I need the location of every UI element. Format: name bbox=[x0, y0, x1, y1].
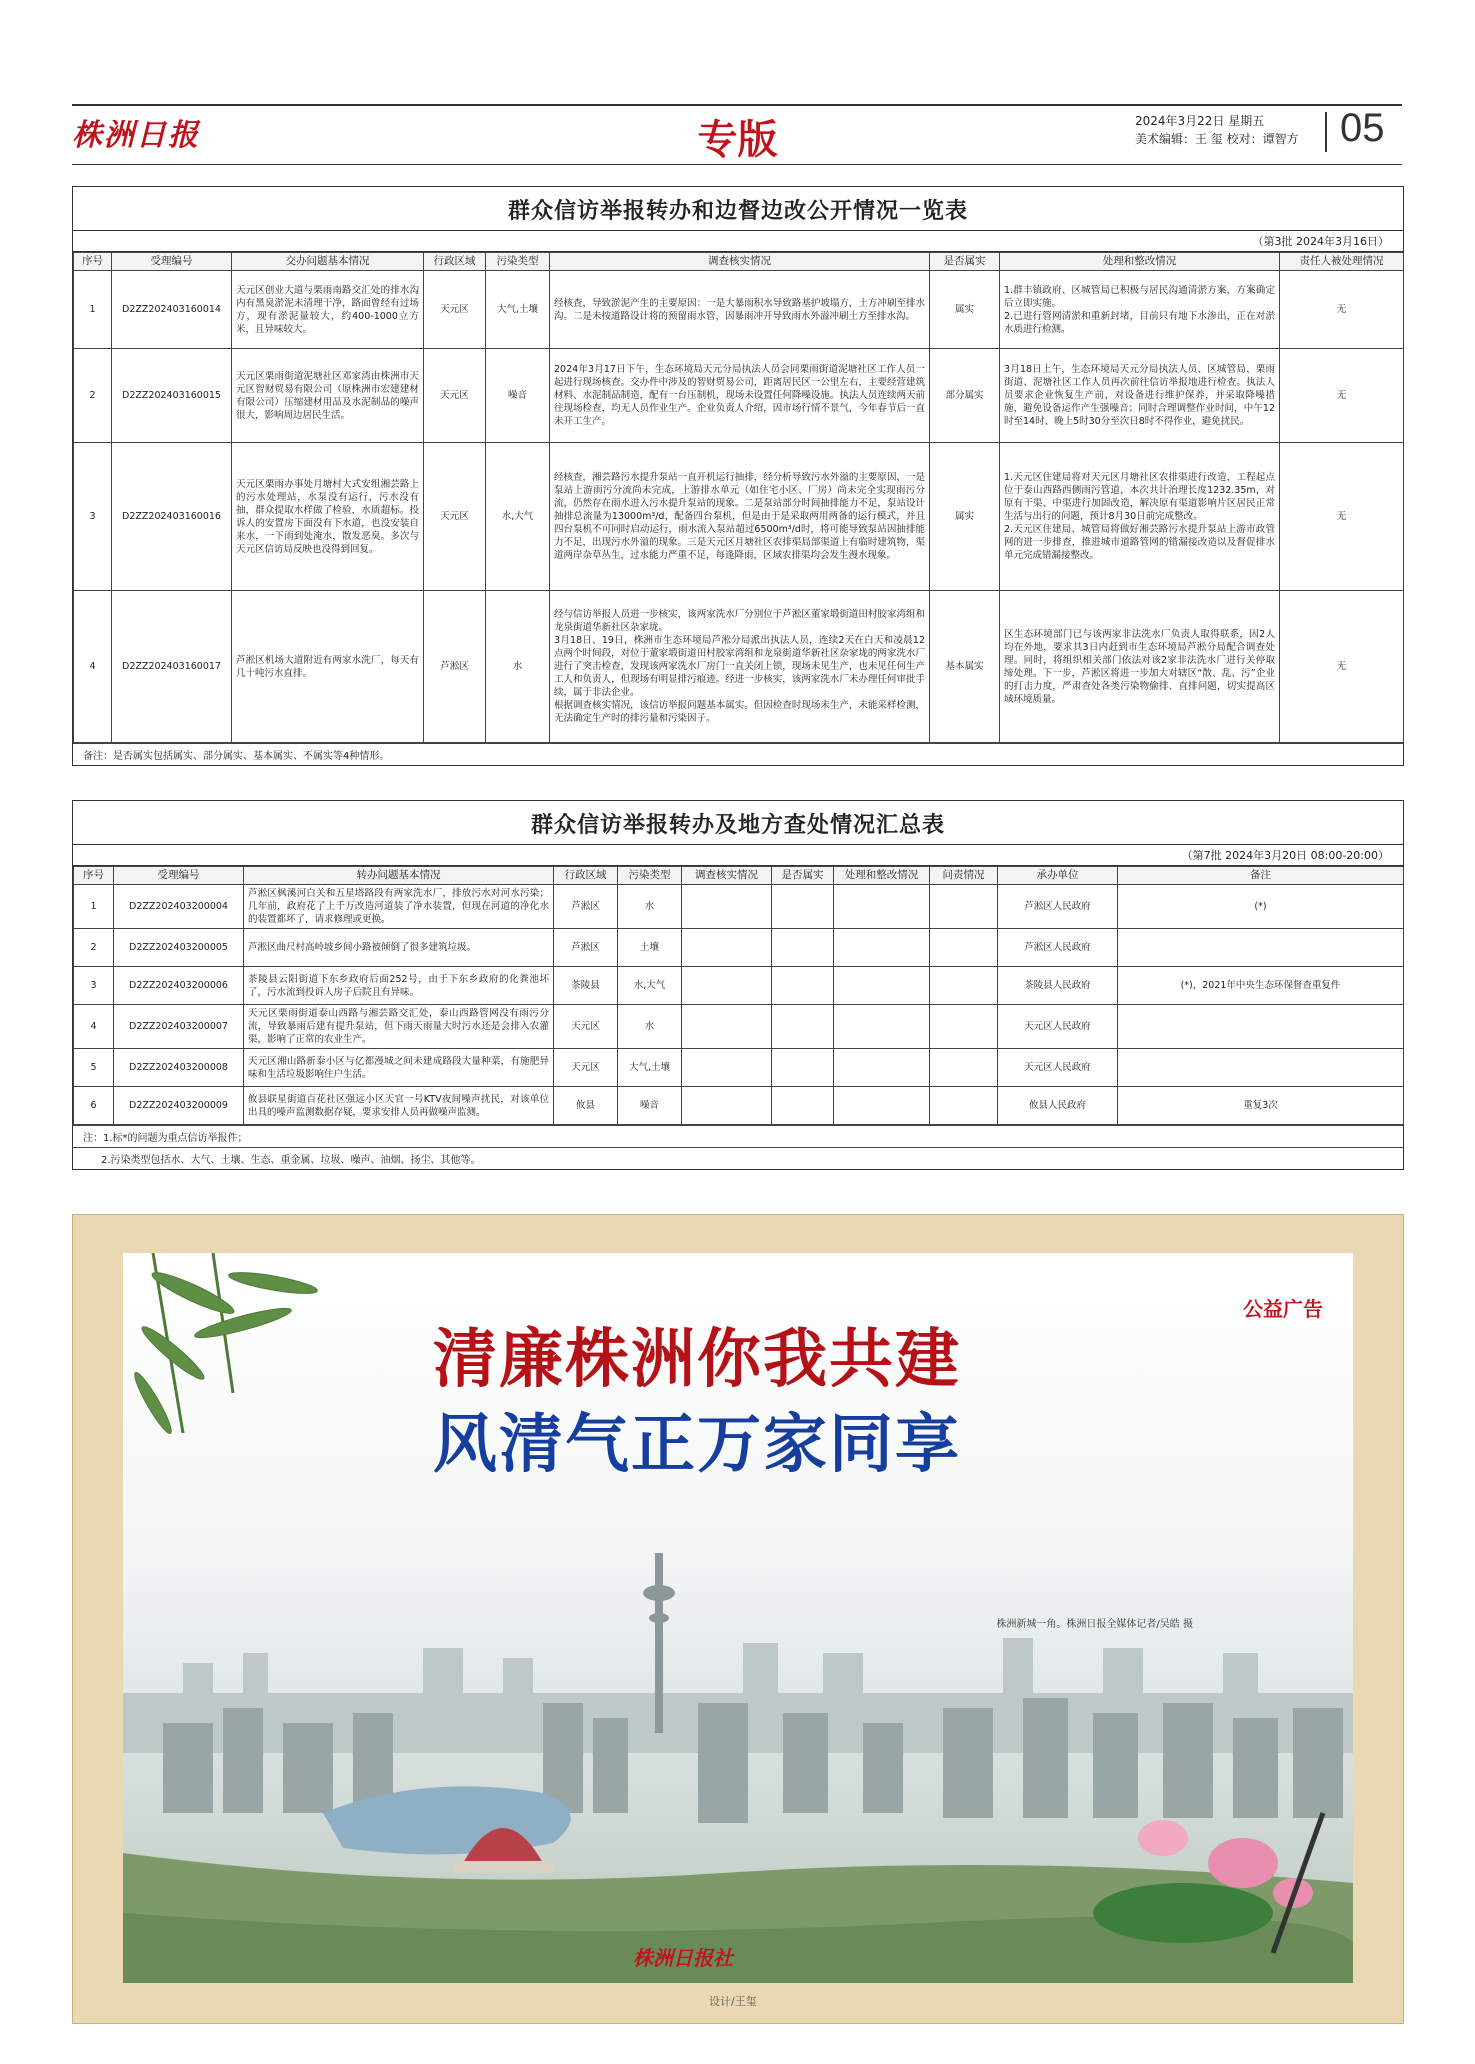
row-number: 4 bbox=[74, 1005, 114, 1049]
header-bottom-rule bbox=[72, 164, 1402, 165]
table1-column-header: 处理和整改情况 bbox=[1000, 253, 1280, 271]
issue-description: 芦淞区曲尺村高岭坡乡间小路被倾倒了很多建筑垃圾。 bbox=[244, 929, 554, 967]
public-service-ad bbox=[72, 1214, 1404, 2024]
accountability bbox=[930, 1049, 998, 1087]
remark: (*)，2021年中央生态环保督查重复件 bbox=[1118, 967, 1404, 1005]
accountability bbox=[930, 929, 998, 967]
row-number: 2 bbox=[74, 929, 114, 967]
row-number: 6 bbox=[74, 1087, 114, 1125]
table1-grid bbox=[73, 252, 1404, 743]
row-number: 2 bbox=[74, 349, 112, 443]
table-row bbox=[74, 967, 1404, 1005]
table-row bbox=[74, 1087, 1404, 1125]
verified-status bbox=[772, 1049, 834, 1087]
survey-result: 2024年3月17日下午，生态环境局天元分局执法人员会同栗雨街道泥塘社区工作人员一起进行现场核查。交办件中涉及的智财贸易公司，距离居民区一公里左右，主要经营建筑材料、水泥制品制造，配有一台压制机，现场未设置任何降噪设施。执法人员连续两天前往现场检查，均无人员作业生产。企业负责人介绍，因市场行情不景气，今年春节后一直未开工生产。 bbox=[550, 349, 930, 443]
ad-slogan-line1: 清廉株洲你我共建 bbox=[433, 1323, 961, 1397]
table2 bbox=[72, 800, 1404, 1170]
survey-result bbox=[682, 885, 772, 929]
table1-column-header: 交办问题基本情况 bbox=[232, 253, 424, 271]
verified-status bbox=[772, 929, 834, 967]
case-id: D2ZZ202403200008 bbox=[114, 1049, 244, 1087]
verified-status: 基本属实 bbox=[930, 591, 1000, 743]
accountability bbox=[930, 1005, 998, 1049]
table-row bbox=[74, 1049, 1404, 1087]
table2-column-header: 污染类型 bbox=[618, 867, 682, 885]
handling-result bbox=[834, 885, 930, 929]
pollution-type: 噪音 bbox=[486, 349, 550, 443]
table2-note2: 2.污染类型包括水、大气、土壤、生态、重金属、垃圾、噪声、油烟、扬尘、其他等。 bbox=[73, 1147, 1403, 1169]
handling-unit: 天元区人民政府 bbox=[998, 1049, 1118, 1087]
region: 天元区 bbox=[554, 1049, 618, 1087]
verified-status bbox=[772, 967, 834, 1005]
row-number: 1 bbox=[74, 885, 114, 929]
header-info bbox=[1135, 112, 1299, 148]
table2-grid bbox=[73, 866, 1404, 1125]
pollution-type: 大气,土壤 bbox=[618, 1049, 682, 1087]
verified-status bbox=[772, 1087, 834, 1125]
date-line: 2024年3月22日 星期五 bbox=[1135, 114, 1265, 128]
pollution-type: 水,大气 bbox=[618, 967, 682, 1005]
accountability bbox=[930, 967, 998, 1005]
accountability bbox=[930, 885, 998, 929]
table1-header-row bbox=[74, 253, 1404, 271]
table-row bbox=[74, 271, 1404, 349]
table2-column-header: 行政区域 bbox=[554, 867, 618, 885]
table2-column-header: 备注 bbox=[1118, 867, 1404, 885]
case-id: D2ZZ202403200004 bbox=[114, 885, 244, 929]
verified-status bbox=[772, 1005, 834, 1049]
verified-status: 部分属实 bbox=[930, 349, 1000, 443]
case-id: D2ZZ202403160017 bbox=[112, 591, 232, 743]
survey-result bbox=[682, 1005, 772, 1049]
handling-result: 3月18日上午，生态环境局天元分局执法人员、区城管局、栗雨街道、泥塘社区工作人员再次前往信访举报地进行检查。执法人员要求企业恢复生产前，对设备进行维护保养，并采取降噪措施，避免设备运作产生强噪音；同时合理调整作业时间，中午12时至14时、晚上5时30分至次日8时不得作业，避免扰民。 bbox=[1000, 349, 1280, 443]
survey-result: 经核查，湘芸路污水提升泵站一直开机运行抽排，经分析导致污水外溢的主要原因，一是泵站上游雨污分流尚未完成，上游排水单元（如住宅小区、厂房）尚未完全实现雨污分流，仍然存在雨水进入污水提升泵站的现象。二是泵站部分时间抽排能力不足，泵站设计抽排总流量为13000m³/d，配备四台泵机，但是由于是采取两用两备的运行模式，并且四台泵机不可同时启动运行，雨水流入泵站超过6500m³/d时，将可能导致泵站因抽排能力不足，出现污水外溢的现象。三是天元区月塘社区农排渠局部渠道上有临时建筑物，渠道两岸杂草丛生，过水能力严重不足，每逢降雨，区域农排渠均会发生漫水现象。 bbox=[550, 443, 930, 591]
accountability: 无 bbox=[1280, 591, 1404, 743]
region: 芦淞区 bbox=[554, 929, 618, 967]
ad-slogan-line2: 风清气正万家同享 bbox=[433, 1408, 961, 1482]
table2-title: 群众信访举报转办及地方查处情况汇总表 bbox=[73, 801, 1403, 845]
handling-result: 1.群丰镇政府、区城管局已积极与居民沟通清淤方案，方案确定后立即实施。 2.已进行管网清淤和重新封堵，目前只有地下水渗出，正在对淤水质进行检测。 bbox=[1000, 271, 1280, 349]
handling-unit: 芦淞区人民政府 bbox=[998, 929, 1118, 967]
case-id: D2ZZ202403200005 bbox=[114, 929, 244, 967]
region: 天元区 bbox=[554, 1005, 618, 1049]
table2-note1: 注：1.标*的问题为重点信访举报件； bbox=[73, 1125, 1403, 1147]
pollution-type: 土壤 bbox=[618, 929, 682, 967]
case-id: D2ZZ202403160016 bbox=[112, 443, 232, 591]
table-row bbox=[74, 1005, 1404, 1049]
survey-result: 经核查，导致淤泥产生的主要原因：一是大暴雨积水导致路基护坡塌方，土方冲刷至排水沟。二是未按道路设计将的预留雨水管，因暴雨冲开导致雨水外溢冲刷土方至排水沟。 bbox=[550, 271, 930, 349]
ad-panel bbox=[123, 1253, 1353, 1983]
verified-status bbox=[772, 885, 834, 929]
region: 芦淞区 bbox=[554, 885, 618, 929]
masthead-logo: 株洲日报 bbox=[72, 118, 200, 153]
pollution-type: 大气,土壤 bbox=[486, 271, 550, 349]
table2-column-header: 受理编号 bbox=[114, 867, 244, 885]
issue-description: 攸县联星街道百花社区强远小区天官一号KTV夜间噪声扰民，对该单位出具的噪声监测数据存疑，要求安排人员再做噪声监测。 bbox=[244, 1087, 554, 1125]
accountability bbox=[930, 1087, 998, 1125]
handling-result bbox=[834, 1005, 930, 1049]
table-row bbox=[74, 929, 1404, 967]
table2-column-header: 是否属实 bbox=[772, 867, 834, 885]
survey-result bbox=[682, 929, 772, 967]
ad-designer-credit: 设计/王玺 bbox=[709, 1995, 757, 2008]
handling-unit: 茶陵县人民政府 bbox=[998, 967, 1118, 1005]
handling-unit: 芦淞区人民政府 bbox=[998, 885, 1118, 929]
verified-status: 属实 bbox=[930, 271, 1000, 349]
case-id: D2ZZ202403200006 bbox=[114, 967, 244, 1005]
table1-column-header: 受理编号 bbox=[112, 253, 232, 271]
table1-column-header: 责任人被处理情况 bbox=[1280, 253, 1404, 271]
ad-publisher-logo: 株洲日报社 bbox=[633, 1946, 733, 1970]
handling-result bbox=[834, 967, 930, 1005]
remark bbox=[1118, 929, 1404, 967]
issue-description: 芦淞区机场大道附近有两家水洗厂，每天有几十吨污水直排。 bbox=[232, 591, 424, 743]
region: 芦淞区 bbox=[424, 591, 486, 743]
case-id: D2ZZ202403200007 bbox=[114, 1005, 244, 1049]
accountability: 无 bbox=[1280, 349, 1404, 443]
region: 茶陵县 bbox=[554, 967, 618, 1005]
header-top-rule bbox=[72, 104, 1402, 106]
survey-result bbox=[682, 1049, 772, 1087]
case-id: D2ZZ202403160014 bbox=[112, 271, 232, 349]
table1-column-header: 污染类型 bbox=[486, 253, 550, 271]
handling-unit: 天元区人民政府 bbox=[998, 1005, 1118, 1049]
handling-result: 区生态环境部门已与该两家非法洗水厂负责人取得联系，因2人均在外地，要求其3日内赶到市生态环境局芦淞分局配合调查处理。同时，将组织相关部门依法对该2家非法洗水厂进行关停取缔处理。下一步，芦淞区将进一步加大对辖区“散、乱、污”企业的打击力度，严肃查处各类污染物偷排、直排问题，切实提高区域环境质量。 bbox=[1000, 591, 1280, 743]
table1-column-header: 调查核实情况 bbox=[550, 253, 930, 271]
bamboo-decoration bbox=[130, 1253, 318, 1436]
table-row bbox=[74, 885, 1404, 929]
pollution-type: 水,大气 bbox=[486, 443, 550, 591]
page-number: 05 bbox=[1340, 106, 1385, 150]
issue-description: 天元区栗雨办事处月塘村大式安组湘芸路上的污水处理站，水泵没有运行，污水没有抽，群众提取水样做了检验，水质超标。投诉人的安置房下面没有下水道，也没安装自来水，一下雨到处淹水，散发恶臭。多次与天元区信访局反映也没得到回复。 bbox=[232, 443, 424, 591]
row-number: 3 bbox=[74, 967, 114, 1005]
region: 攸县 bbox=[554, 1087, 618, 1125]
verified-status: 属实 bbox=[930, 443, 1000, 591]
issue-description: 茶陵县云阳街道下东乡政府后面252号，由于下东乡政府的化粪池坏了，污水流到投诉人房子后院且有异味。 bbox=[244, 967, 554, 1005]
table2-batch: （第7批 2024年3月20日 08:00-20:00） bbox=[73, 845, 1403, 866]
remark bbox=[1118, 1049, 1404, 1087]
table1-column-header: 是否属实 bbox=[930, 253, 1000, 271]
region: 天元区 bbox=[424, 349, 486, 443]
remark bbox=[1118, 1005, 1404, 1049]
table-row bbox=[74, 591, 1404, 743]
row-number: 4 bbox=[74, 591, 112, 743]
handling-result bbox=[834, 929, 930, 967]
handling-result bbox=[834, 1049, 930, 1087]
issue-description: 天元区湘山路新泰小区与亿都漫城之间未建成路段大量种菜，有施肥异味和生活垃圾影响住户生活。 bbox=[244, 1049, 554, 1087]
remark: (*) bbox=[1118, 885, 1404, 929]
survey-result bbox=[682, 1087, 772, 1125]
editors-line: 美术编辑：王 玺 校对：谭智方 bbox=[1135, 132, 1299, 146]
table2-column-header: 问责情况 bbox=[930, 867, 998, 885]
row-number: 1 bbox=[74, 271, 112, 349]
survey-result bbox=[682, 967, 772, 1005]
table2-column-header: 序号 bbox=[74, 867, 114, 885]
region: 天元区 bbox=[424, 443, 486, 591]
table2-column-header: 承办单位 bbox=[998, 867, 1118, 885]
table-row bbox=[74, 443, 1404, 591]
pollution-type: 水 bbox=[486, 591, 550, 743]
section-title: 专版 bbox=[697, 117, 778, 163]
pollution-type: 水 bbox=[618, 885, 682, 929]
table-row bbox=[74, 349, 1404, 443]
table1-note: 备注：是否属实包括属实、部分属实、基本属实、不属实等4种情形。 bbox=[73, 743, 1403, 765]
case-id: D2ZZ202403200009 bbox=[114, 1087, 244, 1125]
ad-badge: 公益广告 bbox=[1243, 1297, 1323, 1321]
pollution-type: 水 bbox=[618, 1005, 682, 1049]
table1-batch: （第3批 2024年3月16日） bbox=[73, 231, 1403, 252]
ad-photo-caption: 株洲新城一角。株洲日报全媒体记者/吴皓 摄 bbox=[996, 1619, 1193, 1630]
table2-column-header: 转办问题基本情况 bbox=[244, 867, 554, 885]
table1-title: 群众信访举报转办和边督边改公开情况一览表 bbox=[73, 187, 1403, 231]
row-number: 5 bbox=[74, 1049, 114, 1087]
accountability: 无 bbox=[1280, 271, 1404, 349]
issue-description: 天元区栗雨街道泰山西路与湘芸路交汇处，泰山西路管网没有雨污分流，导致暴雨后建有提升泵站，但下雨天雨量大时污水还是会排入农灌渠，影响了正常的农业生产。 bbox=[244, 1005, 554, 1049]
handling-result: 1.天元区住建局将对天元区月塘社区农排渠进行改造，工程起点位于泰山西路西侧雨污管道，本次共计治理长度1232.35m，对原有干渠、中渠进行加固改造，解决原有渠道影响片区居民正常生活与出行的问题，预计8月30日前完成整改。 2.天元区住建局、城管局将做好湘芸路污水提升泵站上游市政管网的进一步排查，推进城市道路管网的错漏接改造以及督促排水单元完成错漏接整改。 bbox=[1000, 443, 1280, 591]
issue-description: 芦淞区枫溪河白关和五星塔路段有两家洗水厂，排放污水对河水污染；几年前，政府花了上千万改造河道装了净水装置，但现在河道的净化水的装置都坏了，请求修理或更换。 bbox=[244, 885, 554, 929]
handling-result bbox=[834, 1087, 930, 1125]
region: 天元区 bbox=[424, 271, 486, 349]
handling-unit: 攸县人民政府 bbox=[998, 1087, 1118, 1125]
survey-result: 经与信访举报人员进一步核实，该两家洗水厂分别位于芦淞区董家塅街道田村胶家湾组和龙泉街道华新社区杂家垅。 3月18日、19日，株洲市生态环境局芦淞分局派出执法人员，连续2天在白天和凌晨12点两个时间段，对位于董家塅街道田村胶家湾组和龙泉街道华新社区杂家垅的两家洗水厂进行了突击检查，发现该两家洗水厂房门一直关闭上锁，现场未见生产，也未见任何生产工人和负责人，但现场有明显排污痕迹。经进一步核实，该两家洗水厂未办理任何审批手续，属于非法企业。 根据调查核实情况，该信访举报问题基本属实。但因检查时现场未生产，未能采样检测，无法确定生产时的排污量和污染因子。 bbox=[550, 591, 930, 743]
issue-description: 天元区栗雨街道泥塘社区邓家湾由株洲市天元区智财贸易有限公司（原株洲市宏建建材有限公司）压缩建材用品及水泥制品的噪声很大，影响周边居民生活。 bbox=[232, 349, 424, 443]
pollution-type: 噪音 bbox=[618, 1087, 682, 1125]
accountability: 无 bbox=[1280, 443, 1404, 591]
table2-column-header: 处理和整改情况 bbox=[834, 867, 930, 885]
header-separator bbox=[1325, 112, 1327, 152]
table1-column-header: 序号 bbox=[74, 253, 112, 271]
remark: 重复3次 bbox=[1118, 1087, 1404, 1125]
table2-column-header: 调查核实情况 bbox=[682, 867, 772, 885]
row-number: 3 bbox=[74, 443, 112, 591]
table2-header-row bbox=[74, 867, 1404, 885]
case-id: D2ZZ202403160015 bbox=[112, 349, 232, 443]
issue-description: 天元区创业大道与栗雨南路交汇处的排水沟内有黑臭淤泥未清理干净，路面曾经有过场方，现有淤泥量较大，约400-1000立方米，且异味较大。 bbox=[232, 271, 424, 349]
table1-column-header: 行政区域 bbox=[424, 253, 486, 271]
table1 bbox=[72, 186, 1404, 766]
